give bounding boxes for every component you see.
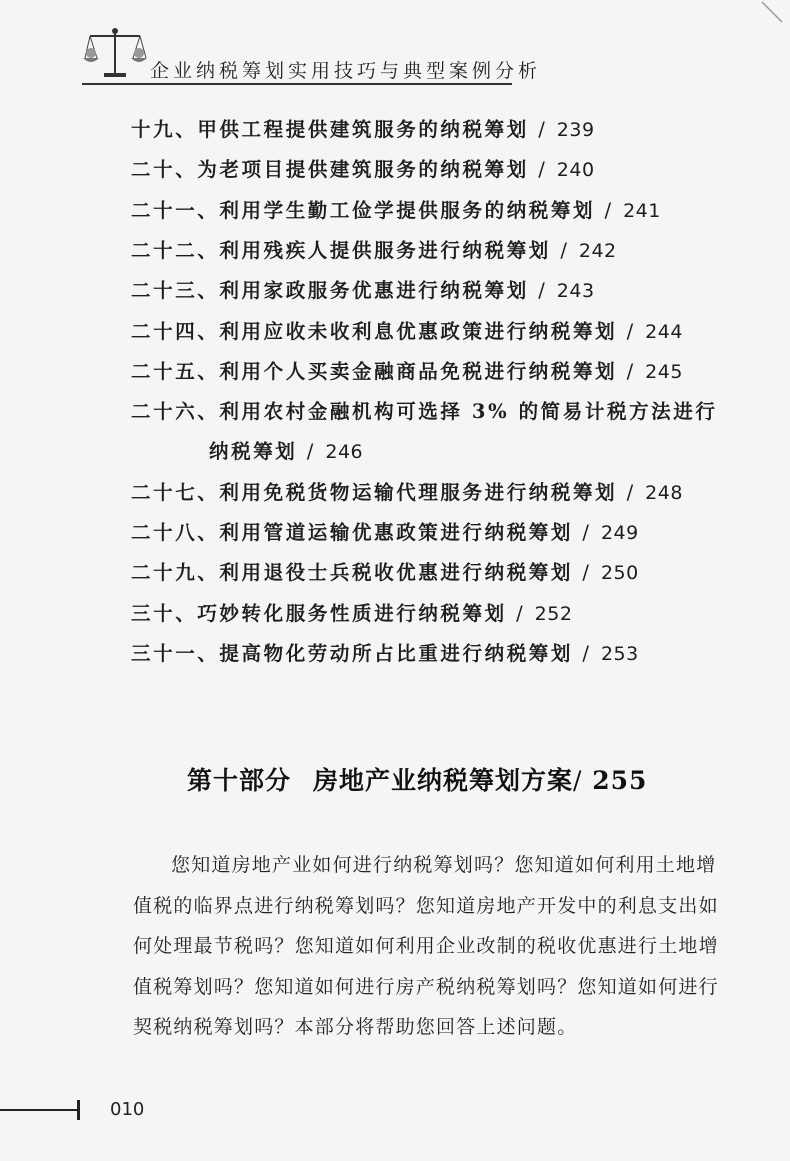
footer-rule: [0, 1109, 78, 1111]
toc-item-number: 二十三、: [131, 279, 220, 303]
header-rule: [82, 83, 512, 85]
intro-line: 值税的临界点进行纳税筹划吗？您知道房地产开发中的利息支出如: [133, 894, 719, 917]
toc-item: [131, 477, 683, 505]
toc-item-number: 二十七、: [131, 480, 220, 504]
corner-fold-mark: [760, 0, 784, 24]
toc-page-number: 242: [578, 239, 617, 262]
toc-item-number: 二十四、: [131, 319, 220, 343]
toc-page-number: 241: [623, 199, 661, 222]
toc-item-number: 二十九、: [131, 561, 220, 585]
toc-item-number: 二十、: [131, 158, 198, 182]
section-page-number: 255: [592, 766, 648, 795]
toc-page-number: 248: [645, 481, 683, 504]
toc-item-title: 利用学生勤工俭学提供服务的纳税筹划: [219, 198, 596, 222]
toc-item-title: 利用应收未收利息优惠政策进行纳税筹划: [219, 319, 618, 343]
toc-item: [131, 316, 683, 344]
toc-item-number: 二十八、: [131, 521, 220, 544]
toc-separator: /: [626, 319, 636, 343]
toc-separator: /: [626, 480, 636, 504]
toc-item-title: 利用退役士兵税收优惠进行纳税筹划: [219, 561, 574, 585]
toc-page-number: 253: [600, 642, 639, 665]
toc-item-title: 利用农村金融机构可选择 3% 的简易计税方法进行: [219, 400, 718, 424]
toc-item-title: 提高物化劳动所占比重进行纳税筹划: [219, 641, 574, 665]
toc-item-title-continued: 纳税筹划: [209, 440, 298, 464]
page-number: 010: [110, 1099, 145, 1120]
toc-page-number: 244: [645, 320, 683, 343]
toc-item-title: 利用管道运输优惠政策进行纳税筹划: [219, 521, 574, 544]
toc-item-number: 十九、: [131, 118, 198, 141]
toc-page-number: 245: [645, 360, 683, 383]
toc-item: [131, 275, 595, 303]
toc-separator: /: [604, 198, 614, 222]
toc-page-number: 250: [600, 562, 639, 585]
toc-item: [131, 396, 717, 424]
toc-page-number: 240: [556, 159, 595, 182]
intro-line: 值税筹划吗？您知道如何进行房产税纳税筹划吗？您知道如何进行: [133, 975, 719, 998]
section-separator: /: [573, 766, 583, 795]
section-title: 房地产业纳税筹划方案: [313, 766, 574, 795]
toc-item-continuation: [209, 436, 363, 464]
toc-separator: /: [516, 601, 526, 625]
toc-item-title: 甲供工程提供建筑服务的纳税筹划: [197, 118, 529, 141]
toc-separator: /: [538, 158, 548, 182]
toc-item: [131, 195, 661, 223]
intro-line: 契税纳税筹划吗？本部分将帮助您回答上述问题。: [133, 1016, 578, 1038]
toc-page-number: 239: [556, 119, 595, 141]
toc-item: [131, 557, 639, 585]
balance-scale-logo: [82, 26, 148, 80]
toc-item-number: 二十五、: [131, 359, 220, 383]
footer-tick: [77, 1100, 80, 1120]
toc-item-number: 二十一、: [131, 198, 220, 222]
toc-item: [131, 638, 639, 666]
toc-item-number: 三十、: [131, 601, 198, 625]
toc-item-title: 利用免税货物运输代理服务进行纳税筹划: [219, 480, 618, 504]
toc-item: [131, 235, 617, 263]
toc-page-number: 246: [325, 441, 364, 464]
toc-item: [131, 517, 639, 545]
toc-item: [131, 598, 572, 626]
intro-line: 您知道房地产业如何进行纳税筹划吗？您知道如何利用土地增: [171, 854, 717, 876]
toc-separator: /: [626, 359, 636, 383]
toc-separator: /: [538, 118, 548, 141]
toc-page-number: 252: [534, 602, 573, 625]
intro-paragraph: [133, 845, 719, 1048]
toc-separator: /: [582, 561, 592, 585]
section-heading: [187, 761, 647, 797]
section-part-label: 第十部分: [187, 766, 292, 795]
toc-item: [131, 114, 595, 142]
toc-item-number: 二十二、: [131, 238, 220, 262]
toc-item-title: 巧妙转化服务性质进行纳税筹划: [197, 601, 507, 625]
toc-item-title: 为老项目提供建筑服务的纳税筹划: [197, 158, 529, 182]
toc-separator: /: [582, 641, 592, 665]
toc-item-title: 利用残疾人提供服务进行纳税筹划: [219, 238, 551, 262]
toc-item: [131, 356, 683, 384]
toc-item-number: 三十一、: [131, 641, 220, 665]
running-header-title: 企业纳税筹划实用技巧与典型案例分析: [150, 60, 542, 82]
toc-page-number: 243: [556, 280, 595, 303]
toc-separator: /: [582, 521, 592, 544]
toc-separator: /: [538, 279, 548, 303]
intro-line: 何处理最节税吗？您知道如何利用企业改制的税收优惠进行土地增: [133, 935, 719, 957]
toc-separator: /: [306, 440, 316, 464]
toc-item-title: 利用家政服务优惠进行纳税筹划: [219, 279, 529, 303]
toc-item-title: 利用个人买卖金融商品免税进行纳税筹划: [219, 359, 618, 383]
toc-separator: /: [560, 238, 570, 262]
toc-item: [131, 154, 595, 182]
toc-page-number: 249: [600, 522, 639, 544]
toc-item-number: 二十六、: [131, 400, 220, 424]
